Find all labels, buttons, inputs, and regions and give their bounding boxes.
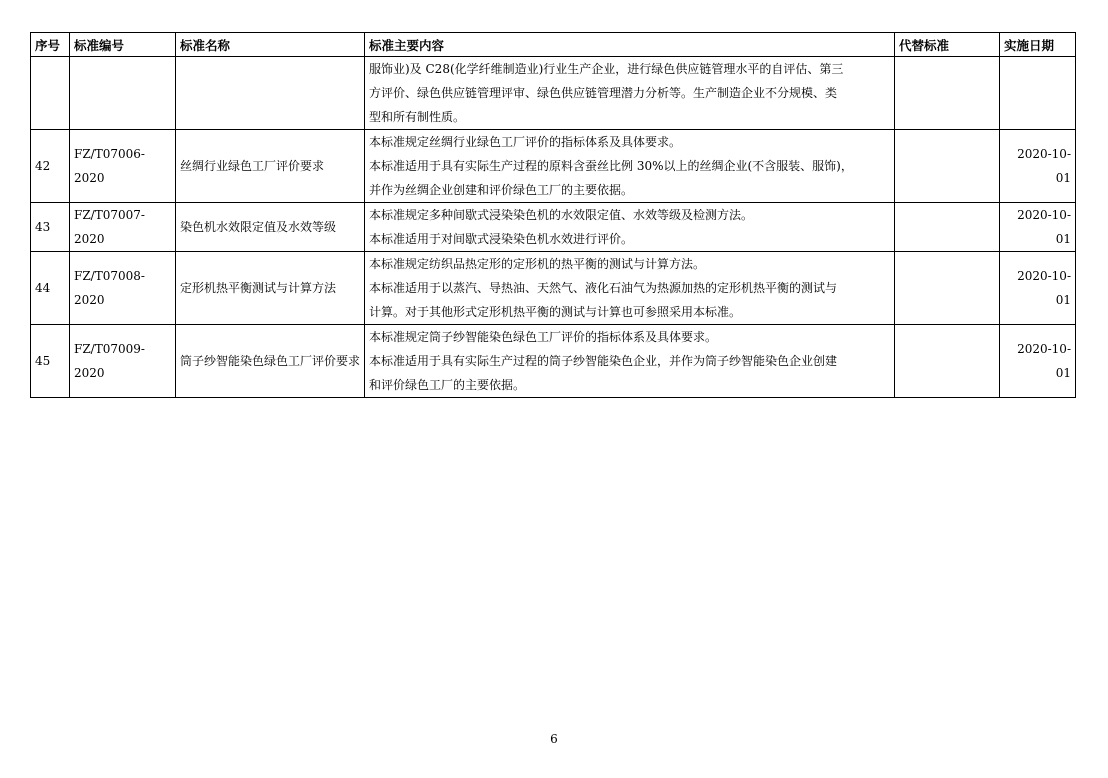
cell-replaces xyxy=(895,252,1000,325)
content-line: 和评价绿色工厂的主要依据。 xyxy=(369,378,526,392)
cell-seq: 42 xyxy=(31,130,70,203)
header-date: 实施日期 xyxy=(1000,33,1076,57)
cell-date xyxy=(1000,57,1076,130)
cell-name: 定形机热平衡测试与计算方法 xyxy=(176,252,365,325)
table-row xyxy=(31,57,1076,130)
cell-content xyxy=(365,325,895,398)
content-line: 本标准规定丝绸行业绿色工厂评价的指标体系及具体要求。 xyxy=(369,135,682,149)
cell-date: 2020-10-01 xyxy=(1000,325,1076,398)
cell-date: 2020-10-01 xyxy=(1000,203,1076,252)
header-seq: 序号 xyxy=(31,33,70,57)
cell-code xyxy=(70,57,176,130)
header-code: 标准编号 xyxy=(70,33,176,57)
content-line: 本标准适用于具有实际生产过程的筒子纱智能染色企业，并作为筒子纱智能染色企业创建 xyxy=(369,354,838,368)
cell-name xyxy=(176,57,365,130)
content-line: 本标准规定筒子纱智能染色绿色工厂评价的指标体系及具体要求。 xyxy=(369,330,718,344)
cell-replaces xyxy=(895,325,1000,398)
table-row xyxy=(31,203,1076,252)
cell-content xyxy=(365,57,895,130)
content-line: 型和所有制性质。 xyxy=(369,110,466,124)
header-replaces: 代替标准 xyxy=(895,33,1000,57)
content-line: 本标准规定多种间歇式浸染染色机的水效限定值、水效等级及检测方法。 xyxy=(369,208,754,222)
cell-seq: 43 xyxy=(31,203,70,252)
content-line: 并作为丝绸企业创建和评价绿色工厂的主要依据。 xyxy=(369,183,634,197)
header-content: 标准主要内容 xyxy=(365,33,895,57)
cell-code: FZ/T07006-2020 xyxy=(70,130,176,203)
cell-replaces xyxy=(895,57,1000,130)
table-header-row xyxy=(31,33,1076,57)
cell-replaces xyxy=(895,130,1000,203)
page-number: 6 xyxy=(550,732,558,746)
table-row xyxy=(31,252,1076,325)
table-row xyxy=(31,130,1076,203)
header-name: 标准名称 xyxy=(176,33,365,57)
content-line: 本标准适用于具有实际生产过程的原料含蚕丝比例 30%以上的丝绸企业(不含服装、服饰)， xyxy=(369,159,853,173)
cell-code: FZ/T07009-2020 xyxy=(70,325,176,398)
content-line: 服饰业)及 C28(化学纤维制造业)行业生产企业，进行绿色供应链管理水平的自评估、第三 xyxy=(369,62,844,76)
cell-name: 染色机水效限定值及水效等级 xyxy=(176,203,365,252)
cell-name: 丝绸行业绿色工厂评价要求 xyxy=(176,130,365,203)
cell-date: 2020-10-01 xyxy=(1000,252,1076,325)
cell-name: 筒子纱智能染色绿色工厂评价要求 xyxy=(176,325,365,398)
content-line: 本标准适用于对间歇式浸染染色机水效进行评价。 xyxy=(369,232,634,246)
content-line: 本标准适用于以蒸汽、导热油、天然气、液化石油气为热源加热的定形机热平衡的测试与 xyxy=(369,281,838,295)
cell-seq: 45 xyxy=(31,325,70,398)
table-row xyxy=(31,325,1076,398)
cell-content xyxy=(365,252,895,325)
cell-code: FZ/T07007-2020 xyxy=(70,203,176,252)
cell-seq xyxy=(31,57,70,130)
cell-seq: 44 xyxy=(31,252,70,325)
content-line: 方评价、绿色供应链管理评审、绿色供应链管理潜力分析等。生产制造企业不分规模、类 xyxy=(369,86,838,100)
cell-content xyxy=(365,203,895,252)
cell-replaces xyxy=(895,203,1000,252)
cell-content xyxy=(365,130,895,203)
standards-table xyxy=(30,32,1076,398)
content-line: 本标准规定纺织品热定形的定形机的热平衡的测试与计算方法。 xyxy=(369,257,706,271)
content-line: 计算。对于其他形式定形机热平衡的测试与计算也可参照采用本标准。 xyxy=(369,305,742,319)
cell-code: FZ/T07008-2020 xyxy=(70,252,176,325)
cell-date: 2020-10-01 xyxy=(1000,130,1076,203)
